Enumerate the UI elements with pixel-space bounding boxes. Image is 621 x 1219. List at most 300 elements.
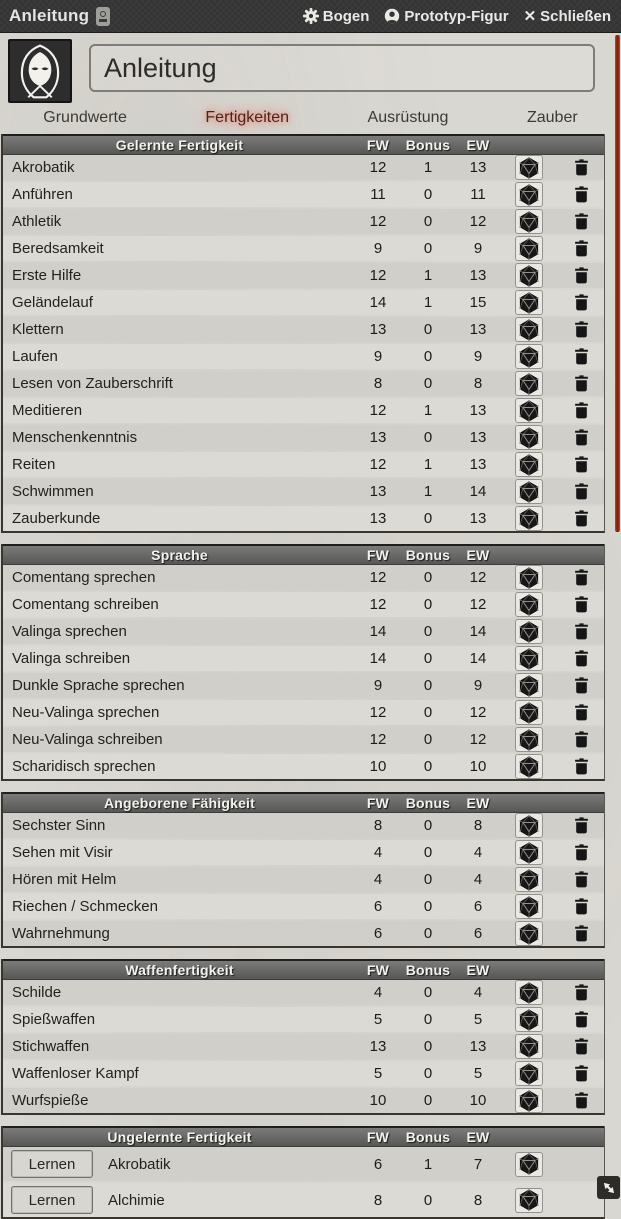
skill-section [1, 544, 605, 781]
tab-fertigkeiten[interactable]: Fertigkeiten [205, 109, 289, 126]
skill-name: Klettern [12, 321, 64, 338]
dice-roll-button[interactable] [515, 155, 543, 180]
skill-fw-value: 14 [369, 623, 387, 640]
delete-skill-button[interactable] [574, 731, 589, 748]
close-icon: ✕ [523, 8, 537, 25]
column-header-ew: EW [466, 795, 490, 811]
skill-row [3, 236, 604, 261]
window-title: Anleitung [9, 6, 90, 25]
skill-row [3, 425, 604, 450]
skill-ew-value: 6 [473, 898, 483, 915]
skill-fw-value: 5 [373, 1011, 383, 1028]
skill-fw-value: 12 [369, 569, 387, 586]
skill-fw-value: 12 [369, 704, 387, 721]
skill-bonus-value: 0 [423, 240, 433, 257]
skill-bonus-value: 0 [423, 925, 433, 942]
skill-bonus-value: 1 [423, 1155, 433, 1173]
delete-skill-button[interactable] [574, 677, 589, 694]
trash-icon [574, 731, 589, 748]
delete-skill-button[interactable] [574, 1065, 589, 1082]
dice-roll-button[interactable] [515, 1007, 543, 1032]
column-header-fw: FW [366, 795, 390, 811]
skill-name: Neu-Valinga sprechen [12, 704, 160, 721]
bogen-button[interactable] [303, 8, 370, 25]
column-header-ew: EW [466, 1129, 490, 1145]
delete-skill-button[interactable] [574, 650, 589, 667]
dice-roll-button[interactable] [515, 506, 543, 531]
figur-label: Prototyp-Figur [404, 7, 509, 25]
trash-icon [574, 1011, 589, 1028]
delete-skill-button[interactable] [574, 456, 589, 473]
dice-roll-button[interactable] [515, 813, 543, 838]
skill-name: Akrobatik [12, 159, 75, 176]
d20-dice-icon [518, 1063, 540, 1085]
skill-name: Anführen [12, 186, 73, 203]
skill-name: Beredsamkeit [12, 240, 104, 257]
bogen-label: Bogen [322, 7, 370, 25]
skill-row [3, 1147, 604, 1181]
trash-icon [574, 677, 589, 694]
skill-fw-value: 12 [369, 213, 387, 230]
skill-row [3, 592, 604, 617]
delete-skill-button[interactable] [574, 925, 589, 942]
dice-roll-button[interactable] [515, 1061, 543, 1086]
skill-name: Comentang sprechen [12, 569, 156, 586]
skill-ew-value: 7 [473, 1155, 483, 1173]
trash-icon [574, 844, 589, 861]
skill-row [3, 506, 604, 531]
skill-bonus-value: 0 [423, 1191, 433, 1209]
skill-fw-value: 13 [369, 429, 387, 446]
d20-dice-icon [518, 982, 540, 1004]
dice-roll-button[interactable] [515, 565, 543, 590]
skill-ew-value: 8 [473, 817, 483, 834]
dice-roll-button[interactable] [515, 371, 543, 396]
section-title: Angeborene Fähigkeit [103, 795, 256, 811]
skill-fw-value: 13 [369, 510, 387, 527]
column-header-bonus: Bonus [405, 795, 451, 811]
d20-dice-icon [518, 869, 540, 891]
skill-fw-value: 5 [373, 1065, 383, 1082]
dice-roll-button[interactable] [515, 700, 543, 725]
trash-icon [574, 1092, 589, 1109]
skill-ew-value: 14 [469, 483, 487, 500]
skill-row [3, 1061, 604, 1086]
delete-skill-button[interactable] [574, 510, 589, 527]
d20-dice-icon [518, 1009, 540, 1031]
skill-ew-value: 5 [473, 1011, 483, 1028]
trash-icon [574, 1065, 589, 1082]
tab-zauber[interactable]: Zauber [526, 109, 578, 126]
sections [1, 134, 605, 1219]
dice-roll-button[interactable] [515, 209, 543, 234]
skill-name: Wahrnehmung [12, 925, 110, 942]
trash-icon [574, 623, 589, 640]
skill-row [3, 673, 604, 698]
dice-roll-button[interactable] [515, 673, 543, 698]
d20-dice-icon [518, 454, 540, 476]
skill-row [3, 398, 604, 423]
skill-row [3, 867, 604, 892]
skill-ew-value: 8 [473, 1191, 483, 1209]
skill-bonus-value: 0 [423, 898, 433, 915]
d20-dice-icon [518, 427, 540, 449]
skill-fw-value: 12 [369, 731, 387, 748]
delete-skill-button[interactable] [574, 758, 589, 775]
skill-row [3, 700, 604, 725]
section-header [3, 1126, 604, 1147]
skill-bonus-value: 0 [423, 1038, 433, 1055]
delete-skill-button[interactable] [574, 294, 589, 311]
dice-roll-button[interactable] [515, 1034, 543, 1059]
d20-dice-icon [518, 211, 540, 233]
delete-skill-button[interactable] [574, 1038, 589, 1055]
skill-ew-value: 12 [469, 213, 487, 230]
delete-skill-button[interactable] [574, 984, 589, 1001]
delete-skill-button[interactable] [574, 267, 589, 284]
skill-row [3, 479, 604, 504]
skill-ew-value: 13 [469, 510, 487, 527]
delete-skill-button[interactable] [574, 429, 589, 446]
skill-bonus-value: 0 [423, 186, 433, 203]
dice-roll-button[interactable] [515, 646, 543, 671]
column-header-fw: FW [366, 137, 390, 153]
trash-icon [574, 817, 589, 834]
d20-dice-icon [518, 815, 540, 837]
skill-row [3, 646, 604, 671]
skill-bonus-value: 0 [423, 844, 433, 861]
dice-roll-button[interactable] [515, 980, 543, 1005]
column-header-ew: EW [466, 962, 490, 978]
skill-bonus-value: 0 [423, 510, 433, 527]
skill-name: Schilde [12, 984, 62, 1001]
skill-bonus-value: 0 [423, 1011, 433, 1028]
skill-name: Alchimie [108, 1191, 165, 1209]
skill-ew-value: 9 [473, 240, 483, 257]
trash-icon [574, 984, 589, 1001]
skill-name: Meditieren [12, 402, 83, 419]
section-title: Gelernte Fertigkeit [115, 137, 244, 153]
skill-name: Riechen / Schmecken [12, 898, 158, 915]
skill-name: Akrobatik [108, 1155, 171, 1173]
skill-section [1, 1126, 605, 1219]
dice-roll-button[interactable] [515, 290, 543, 315]
column-header-bonus: Bonus [405, 137, 451, 153]
section-title: Sprache [151, 547, 208, 563]
trash-icon [574, 1038, 589, 1055]
dice-roll-button[interactable] [515, 1088, 543, 1113]
skill-fw-value: 12 [369, 456, 387, 473]
section-header [3, 959, 604, 980]
skill-name: Erste Hilfe [12, 267, 82, 284]
skill-ew-value: 13 [469, 267, 487, 284]
section-header [3, 544, 604, 565]
skill-fw-value: 8 [373, 1191, 383, 1209]
skill-name: Spießwaffen [12, 1011, 96, 1028]
skill-row [3, 344, 604, 369]
skill-bonus-value: 0 [423, 429, 433, 446]
dice-roll-button[interactable] [515, 619, 543, 644]
delete-skill-button[interactable] [574, 596, 589, 613]
trash-icon [574, 348, 589, 365]
delete-skill-button[interactable] [574, 483, 589, 500]
skill-bonus-value: 0 [423, 650, 433, 667]
skill-bonus-value: 0 [423, 677, 433, 694]
d20-dice-icon [518, 265, 540, 287]
dice-roll-button[interactable] [515, 1152, 543, 1177]
skill-ew-value: 9 [473, 348, 483, 365]
skill-section [1, 959, 605, 1115]
d20-dice-icon [518, 157, 540, 179]
skill-fw-value: 12 [369, 159, 387, 176]
skill-bonus-value: 1 [423, 159, 433, 176]
skill-ew-value: 6 [473, 925, 483, 942]
dice-roll-button[interactable] [515, 921, 543, 946]
dice-roll-button[interactable] [515, 479, 543, 504]
skill-fw-value: 10 [369, 1092, 387, 1109]
trash-icon [574, 186, 589, 203]
delete-skill-button[interactable] [574, 402, 589, 419]
skill-bonus-value: 0 [423, 817, 433, 834]
tab-grundwerte[interactable]: Grundwerte [43, 109, 127, 126]
skill-bonus-value: 0 [423, 213, 433, 230]
skill-row [3, 1088, 604, 1113]
trash-icon [574, 569, 589, 586]
column-header-bonus: Bonus [405, 1129, 451, 1145]
d20-dice-icon [518, 238, 540, 260]
delete-skill-button[interactable] [574, 623, 589, 640]
dice-roll-button[interactable] [515, 452, 543, 477]
trash-icon [574, 925, 589, 942]
skill-ew-value: 5 [473, 1065, 483, 1082]
skill-bonus-value: 0 [423, 704, 433, 721]
skill-bonus-value: 0 [423, 375, 433, 392]
d20-dice-icon [518, 1090, 540, 1112]
skill-name: Laufen [12, 348, 58, 365]
column-header-bonus: Bonus [405, 547, 451, 563]
skill-ew-value: 14 [469, 623, 487, 640]
dice-roll-button[interactable] [515, 317, 543, 342]
skill-ew-value: 12 [469, 731, 487, 748]
learn-button[interactable]: Lernen [11, 1150, 93, 1178]
skill-row [3, 1183, 604, 1217]
trash-icon [574, 650, 589, 667]
trash-icon [574, 456, 589, 473]
trash-icon [574, 402, 589, 419]
skill-fw-value: 12 [369, 267, 387, 284]
skill-ew-value: 13 [469, 1038, 487, 1055]
skill-ew-value: 10 [469, 758, 487, 775]
skill-name: Stichwaffen [12, 1038, 90, 1055]
delete-skill-button[interactable] [574, 348, 589, 365]
skill-row [3, 840, 604, 865]
hooded-figure-avatar[interactable] [8, 39, 72, 103]
skill-name: Athletik [12, 213, 62, 230]
skill-ew-value: 14 [469, 650, 487, 667]
dice-roll-button[interactable] [515, 727, 543, 752]
skill-ew-value: 15 [469, 294, 487, 311]
close-button[interactable] [524, 7, 611, 25]
delete-skill-button[interactable] [574, 1092, 589, 1109]
d20-dice-icon [518, 319, 540, 341]
skill-name: Comentang schreiben [12, 596, 159, 613]
skill-row [3, 1034, 604, 1059]
delete-skill-button[interactable] [574, 159, 589, 176]
skill-row [3, 921, 604, 946]
skill-ew-value: 13 [469, 159, 487, 176]
skill-name: Valinga sprechen [12, 623, 127, 640]
skill-bonus-value: 0 [423, 1092, 433, 1109]
delete-skill-button[interactable] [574, 844, 589, 861]
trash-icon [574, 510, 589, 527]
delete-skill-button[interactable] [574, 569, 589, 586]
skill-ew-value: 13 [469, 429, 487, 446]
skill-name: Dunkle Sprache sprechen [12, 677, 185, 694]
skill-name: Valinga schreiben [12, 650, 131, 667]
learn-button[interactable]: Lernen [11, 1186, 93, 1214]
skill-fw-value: 8 [373, 375, 383, 392]
column-header-bonus: Bonus [405, 962, 451, 978]
dice-roll-button[interactable] [515, 867, 543, 892]
skill-row [3, 619, 604, 644]
gear-icon [303, 8, 319, 24]
skill-ew-value: 12 [469, 569, 487, 586]
skill-fw-value: 13 [369, 1038, 387, 1055]
dice-roll-button[interactable] [515, 894, 543, 919]
trash-icon [574, 240, 589, 257]
delete-skill-button[interactable] [574, 321, 589, 338]
delete-skill-button[interactable] [574, 186, 589, 203]
d20-dice-icon [518, 567, 540, 589]
dice-roll-button[interactable] [515, 182, 543, 207]
dice-roll-button[interactable] [515, 344, 543, 369]
skill-row [3, 727, 604, 752]
book-icon [96, 7, 110, 26]
trash-icon [574, 375, 589, 392]
skill-row [3, 1007, 604, 1032]
skill-row [3, 452, 604, 477]
skill-bonus-value: 1 [423, 456, 433, 473]
d20-dice-icon [518, 346, 540, 368]
skill-ew-value: 13 [469, 321, 487, 338]
dice-roll-button[interactable] [515, 425, 543, 450]
character-name-input[interactable] [89, 44, 595, 92]
delete-skill-button[interactable] [574, 704, 589, 721]
column-header-fw: FW [366, 547, 390, 563]
close-label: Schließen [540, 7, 611, 25]
dice-roll-button[interactable] [515, 263, 543, 288]
trash-icon [574, 159, 589, 176]
skill-bonus-value: 1 [423, 402, 433, 419]
section-header [3, 792, 604, 813]
skill-bonus-value: 0 [423, 321, 433, 338]
skill-row [3, 754, 604, 779]
skill-row [3, 371, 604, 396]
delete-skill-button[interactable] [574, 240, 589, 257]
dice-roll-button[interactable] [515, 398, 543, 423]
skill-fw-value: 13 [369, 321, 387, 338]
d20-dice-icon [518, 184, 540, 206]
skill-fw-value: 8 [373, 817, 383, 834]
tab-ausrüstung[interactable]: Ausrüstung [367, 109, 449, 126]
delete-skill-button[interactable] [574, 817, 589, 834]
d20-dice-icon [518, 756, 540, 778]
skill-bonus-value: 0 [423, 871, 433, 888]
skill-bonus-value: 0 [423, 348, 433, 365]
d20-dice-icon [518, 481, 540, 503]
dice-roll-button[interactable] [515, 754, 543, 779]
skill-bonus-value: 0 [423, 731, 433, 748]
column-header-fw: FW [366, 1129, 390, 1145]
skill-name: Reiten [12, 456, 56, 473]
skill-fw-value: 12 [369, 402, 387, 419]
d20-dice-icon [518, 702, 540, 724]
d20-dice-icon [518, 923, 540, 945]
tab-bar [0, 105, 621, 131]
person-icon [384, 8, 400, 24]
skill-row [3, 980, 604, 1005]
delete-skill-button[interactable] [574, 871, 589, 888]
prototyp-figur-button[interactable] [384, 8, 508, 25]
skill-row [3, 155, 604, 180]
trash-icon [574, 704, 589, 721]
skill-section [1, 792, 605, 948]
skill-fw-value: 11 [370, 186, 386, 203]
delete-skill-button[interactable] [574, 375, 589, 392]
skill-row [3, 209, 604, 234]
skill-fw-value: 12 [369, 596, 387, 613]
skill-name: Sechster Sinn [12, 817, 106, 834]
skill-ew-value: 12 [469, 704, 487, 721]
skill-fw-value: 9 [373, 240, 383, 257]
trash-icon [574, 483, 589, 500]
trash-icon [574, 596, 589, 613]
skill-ew-value: 11 [470, 186, 486, 203]
d20-dice-icon [518, 896, 540, 918]
section-header [3, 134, 604, 155]
skill-bonus-value: 0 [423, 1065, 433, 1082]
delete-skill-button[interactable] [574, 1011, 589, 1028]
skill-bonus-value: 0 [423, 623, 433, 640]
skill-ew-value: 4 [473, 844, 483, 861]
skill-bonus-value: 1 [423, 267, 433, 284]
dice-roll-button[interactable] [515, 1188, 543, 1213]
skill-fw-value: 13 [369, 483, 387, 500]
d20-dice-icon [518, 729, 540, 751]
dice-roll-button[interactable] [515, 592, 543, 617]
skill-name: Schwimmen [12, 483, 94, 500]
dice-roll-button[interactable] [515, 840, 543, 865]
skill-ew-value: 13 [469, 402, 487, 419]
delete-skill-button[interactable] [574, 898, 589, 915]
resize-handle[interactable] [597, 1176, 620, 1199]
d20-dice-icon [518, 621, 540, 643]
skill-name: Scharidisch sprechen [12, 758, 156, 775]
skill-row [3, 263, 604, 288]
column-header-ew: EW [466, 547, 490, 563]
d20-dice-icon [518, 1189, 540, 1211]
column-header-ew: EW [466, 137, 490, 153]
trash-icon [574, 267, 589, 284]
skill-row [3, 317, 604, 342]
d20-dice-icon [518, 508, 540, 530]
skill-name: Lesen von Zauberschrift [12, 375, 173, 392]
dice-roll-button[interactable] [515, 236, 543, 261]
delete-skill-button[interactable] [574, 213, 589, 230]
skill-fw-value: 9 [373, 348, 383, 365]
skill-fw-value: 4 [373, 984, 383, 1001]
scrollbar-thumb[interactable] [615, 35, 620, 532]
